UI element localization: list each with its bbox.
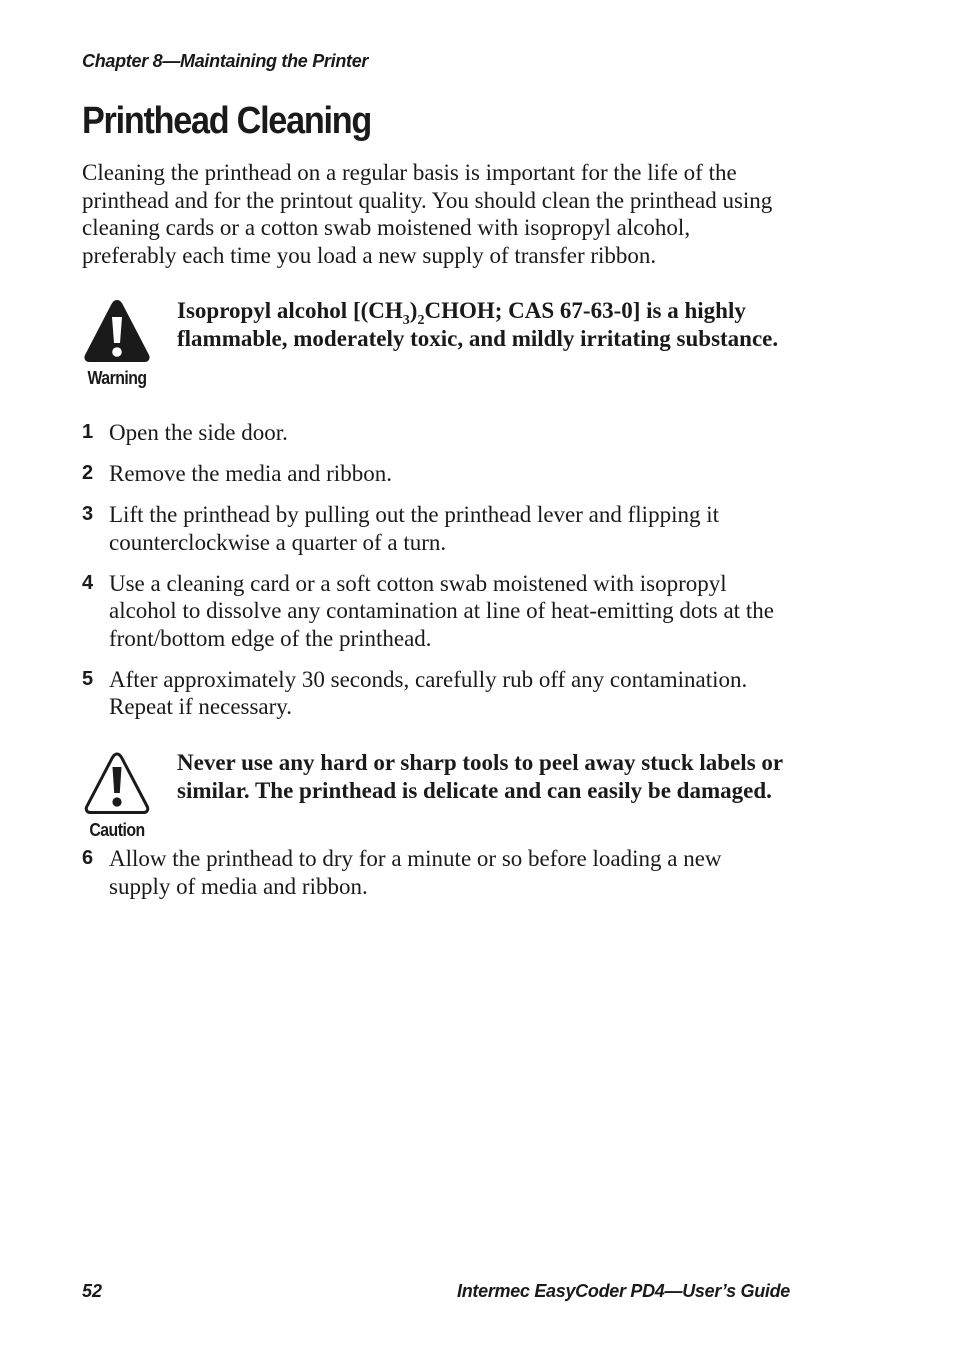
warning-subscript-2: 2 [417,313,425,328]
caution-notice [82,749,792,844]
page-number: 52 [82,1281,103,1301]
step-item [82,460,782,488]
step-number: 4 [82,571,94,594]
step-number: 5 [82,667,94,690]
guide-title: Intermec EasyCoder PD4—User’s Guide [457,1281,790,1301]
step-item [82,419,782,447]
step-number: 6 [82,847,94,869]
procedure-steps [82,419,782,734]
step-text: After approximately 30 seconds, carefully rub off any contamination. Repeat if necessary. [109,666,748,719]
warning-text-part-3: CHOH; CAS 67-63-0] is a highly flammable, moderately toxic, and mildly irritating substance. [177,298,779,351]
warning-notice [82,297,792,397]
step-text: Use a cleaning card or a soft cotton swab moistened with isopropyl alcohol to dissolve any contamination at line of heat-emitting dots at the front/bottom edge of the printhead. [109,570,774,651]
warning-text [177,297,789,352]
step-item [82,666,782,721]
warning-subscript-1: 3 [402,313,410,328]
caution-label: Caution [89,820,145,840]
step-text: Lift the printhead by pulling out the printhead lever and flipping it counterclockwise a quarter of a turn. [109,502,719,555]
warning-label: Warning [87,368,147,388]
page-title: Printhead Cleaning [82,100,371,142]
step-text: Open the side door. [109,420,288,445]
warning-icon-block [82,297,152,389]
procedure-steps-continued [82,845,782,914]
step-text: Allow the printhead to dry for a minute or so before loading a new supply of media and ribbon. [109,846,722,899]
caution-triangle-icon [82,749,152,817]
warning-triangle-icon [82,297,152,365]
step-item [82,501,782,556]
step-number: 3 [82,503,94,525]
warning-text-part-2: ) [409,298,418,323]
caution-icon-block [82,749,152,841]
running-header: Chapter 8—Maintaining the Printer [82,51,369,71]
step-number: 2 [82,462,94,484]
warning-text-part-1: Isopropyl alcohol [(CH [177,298,403,323]
step-item [82,570,782,653]
step-text: Remove the media and ribbon. [109,461,392,486]
caution-text: Never use any hard or sharp tools to peel away stuck labels or similar. The printhead is delicate and can easily be damaged. [177,750,783,803]
step-item [82,845,782,900]
step-number: 1 [82,421,94,443]
intro-paragraph: Cleaning the printhead on a regular basis is important for the life of the printhead and for the printout quality. You should clean the printhead using cleaning cards or a cotton swab moistened with isopropyl alcohol, preferably each time you load a new supply of transfer ribbon. [82,160,773,268]
